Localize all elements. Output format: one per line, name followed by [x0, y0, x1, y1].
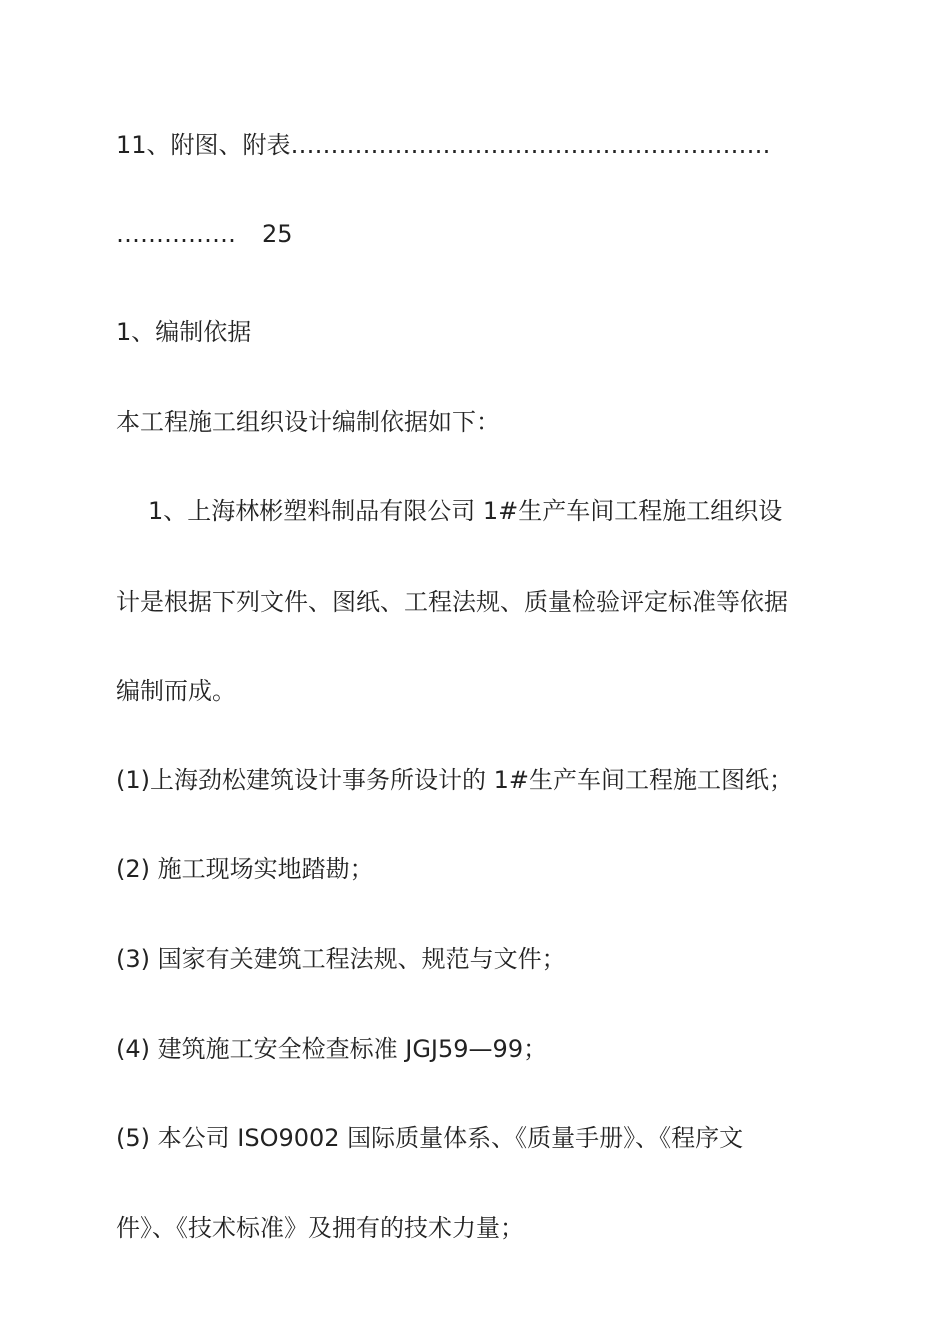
- toc-continuation-line: [116, 218, 293, 250]
- list-item-1: (1)上海劲松建筑设计事务所设计的 1#生产车间工程施工图纸；: [116, 766, 794, 794]
- toc-entry-line: [116, 129, 771, 161]
- toc-page-number: 25: [262, 220, 293, 248]
- paragraph-line-2: 计是根据下列文件、图纸、工程法规、质量检验评定标准等依据: [116, 588, 788, 616]
- list-item-4: (4) 建筑施工安全检查标准 JGJ59—99；: [116, 1035, 548, 1063]
- paragraph-line-3: 编制而成。: [116, 677, 236, 705]
- toc-leader-dots: ……………………………………………………: [290, 131, 771, 159]
- toc-leader-dots: ……………: [116, 220, 236, 248]
- list-item-5: (5) 本公司 ISO9002 国际质量体系、《质量手册》、《程序文: [116, 1124, 744, 1152]
- intro-paragraph: 本工程施工组织设计编制依据如下：: [116, 408, 500, 436]
- toc-entry-text: 11、附图、附表: [116, 131, 291, 159]
- list-item-2: (2) 施工现场实地踏勘；: [116, 855, 374, 883]
- list-item-3: (3) 国家有关建筑工程法规、规范与文件；: [116, 945, 566, 973]
- section-heading: 1、编制依据: [116, 318, 252, 346]
- list-item-5-continuation: 件》、《技术标准》及拥有的技术力量；: [116, 1214, 524, 1242]
- paragraph-line-1: 1、上海林彬塑料制品有限公司 1#生产车间工程施工组织设: [148, 497, 783, 525]
